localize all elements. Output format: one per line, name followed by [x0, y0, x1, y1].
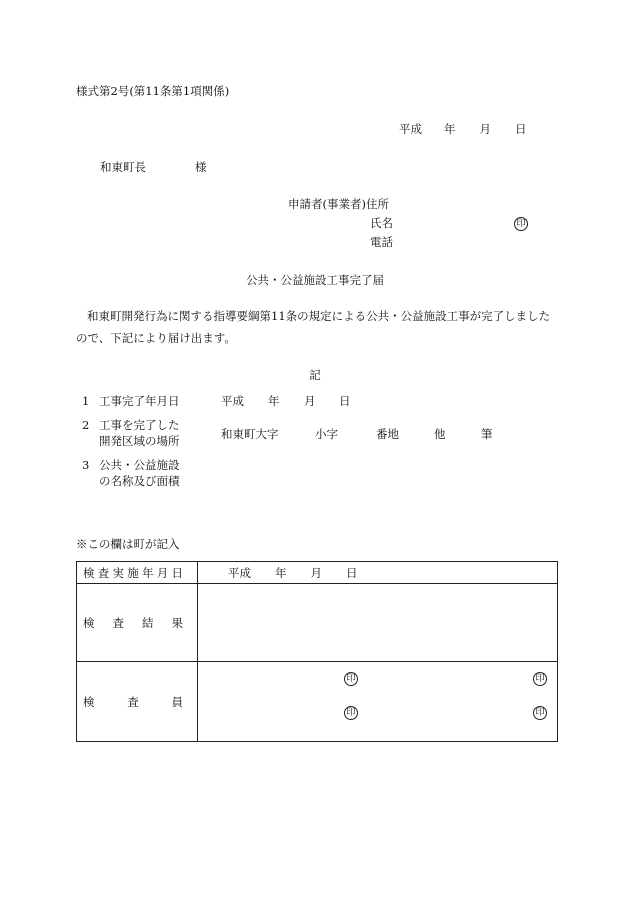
item-3-number: 3	[82, 458, 90, 472]
item-2-label-line1: 工事を完了した	[99, 418, 180, 432]
inspector-2-seal-icon: 印	[533, 672, 547, 686]
inspection-result-label: 検 査 結 果	[77, 584, 198, 662]
addressee-title: 和東町長	[100, 160, 146, 174]
inspector-label: 検 査 員	[77, 662, 198, 742]
item-3-label-line2: の名称及び面積	[99, 474, 180, 488]
inspector-3-seal-icon: 印	[344, 706, 358, 720]
date-line	[399, 124, 527, 136]
item-2-koaza: 小字	[315, 427, 338, 441]
inspection-date-label: 検 査 実 施 年 月 日	[77, 562, 198, 584]
addressee-honorific: 様	[195, 160, 207, 174]
item-2-banchi: 番地	[376, 427, 399, 441]
item-1-year: 年	[268, 394, 280, 408]
applicant-address-label: 申請者(事業者)住所	[288, 197, 389, 211]
date-day: 日	[515, 122, 527, 136]
inspector-4-seal-icon: 印	[533, 706, 547, 720]
body-text: 和東町開発行為に関する指導要綱第11条の規定による公共・公益施設工事が完了しましたので、下記により届け出ます。	[76, 309, 551, 345]
town-note: ※この欄は町が記入	[76, 537, 180, 551]
inspection-date-value[interactable]: 平成 年 月 日	[198, 562, 558, 584]
inspector-row	[77, 662, 558, 742]
item-1-month: 月	[304, 394, 316, 408]
item-3-label-line1: 公共・公益施設	[99, 458, 180, 472]
form-number: 様式第2号(第11条第1項関係)	[76, 84, 230, 98]
item-1-label: 工事完了年月日	[99, 394, 180, 408]
item-1-day: 日	[339, 394, 351, 408]
inspection-result-value[interactable]	[198, 584, 558, 662]
item-2-label-line2: 開発区域の場所	[99, 434, 180, 448]
applicant-phone-label: 電話	[370, 235, 393, 249]
item-1-number: 1	[82, 394, 90, 408]
ki-mark: 記	[309, 368, 321, 382]
date-era: 平成	[399, 122, 422, 136]
date-year: 年	[444, 122, 456, 136]
inspection-result-row	[77, 584, 558, 662]
item-1-era: 平成	[221, 394, 244, 408]
inspector-value[interactable]	[198, 662, 558, 742]
inspector-1-seal-icon: 印	[344, 672, 358, 686]
item-2-oaza: 和東町大字	[221, 427, 279, 441]
inspection-date-row	[77, 562, 558, 584]
applicant-name-label: 氏名	[370, 216, 393, 230]
date-month: 月	[479, 122, 491, 136]
item-2-ta: 他	[434, 427, 446, 441]
inspection-table	[76, 561, 558, 742]
item-2-hitsu: 筆	[481, 427, 493, 441]
applicant-seal-icon: 印	[514, 217, 528, 231]
item-2-number: 2	[82, 418, 90, 432]
document-title: 公共・公益施設工事完了届	[246, 273, 384, 287]
